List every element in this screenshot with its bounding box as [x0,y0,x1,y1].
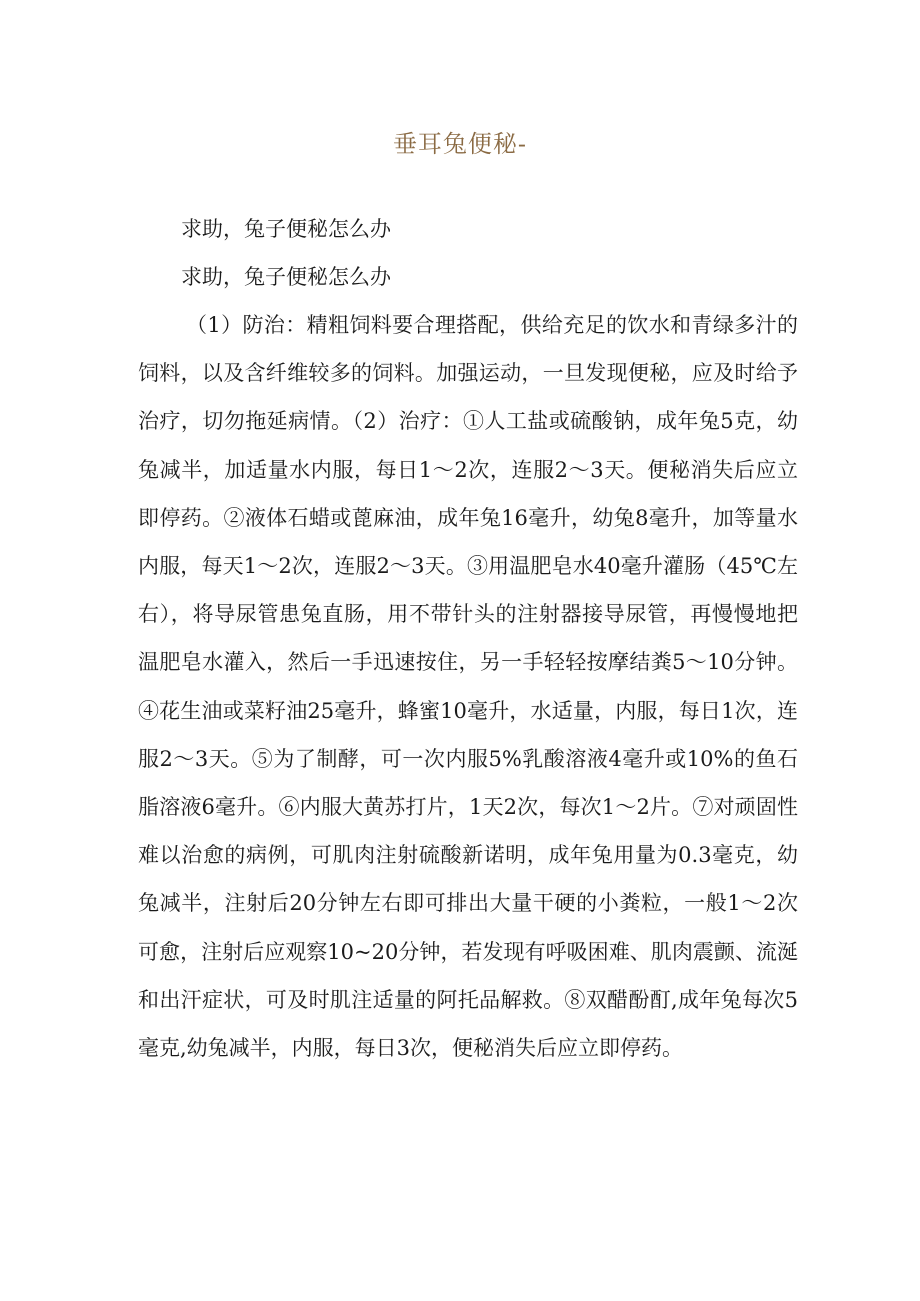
treatment-paragraph: （1）防治：精粗饲料要合理搭配，供给充足的饮水和青绿多汁的饲料，以及含纤维较多的饲料。加强运动，一旦发现便秘，应及时给予治疗，切勿拖延病情。（2）治疗：①人工盐或硫酸钠，成年兔5克，幼兔减半，加适量水内服，每日1～2次，连服2～3天。便秘消失后应立即停药。②液体石蜡或蓖麻油，成年兔16毫升，幼兔8毫升，加等量水内服，每天1～2次，连服2～3天。③用温肥皂水40毫升灌肠（45℃左右），将导尿管患兔直肠，用不带针头的注射器接导尿管，再慢慢地把温肥皂水灌入，然后一手迅速按住，另一手轻轻按摩结粪5～10分钟。④花生油或菜籽油25毫升，蜂蜜10毫升，水适量，内服，每日1次，连服2～3天。⑤为了制酵，可一次内服5%乳酸溶液4毫升或10%的鱼石脂溶液6毫升。⑥内服大黄苏打片，1天2次，每次1～2片。⑦对顽固性难以治愈的病例，可肌肉注射硫酸新诺明，成年兔用量为0.3毫克，幼兔减半，注射后20分钟左右即可排出大量干硬的小粪粒，一般1～2次可愈，注射后应观察10~20分钟，若发现有呼吸困难、肌肉震颤、流涎和出汗症状，可及时肌注适量的阿托品解救。⑧双醋酚酊,成年兔每次5毫克,幼兔减半，内服，每日3次，便秘消失后应立即停药。 [138,313,798,1061]
question-heading-repeat: 求助，兔子便秘怎么办 [181,265,391,289]
question-heading: 求助，兔子便秘怎么办 [181,217,391,241]
document-body [138,205,798,1072]
document-title: 垂耳兔便秘- [392,130,528,158]
